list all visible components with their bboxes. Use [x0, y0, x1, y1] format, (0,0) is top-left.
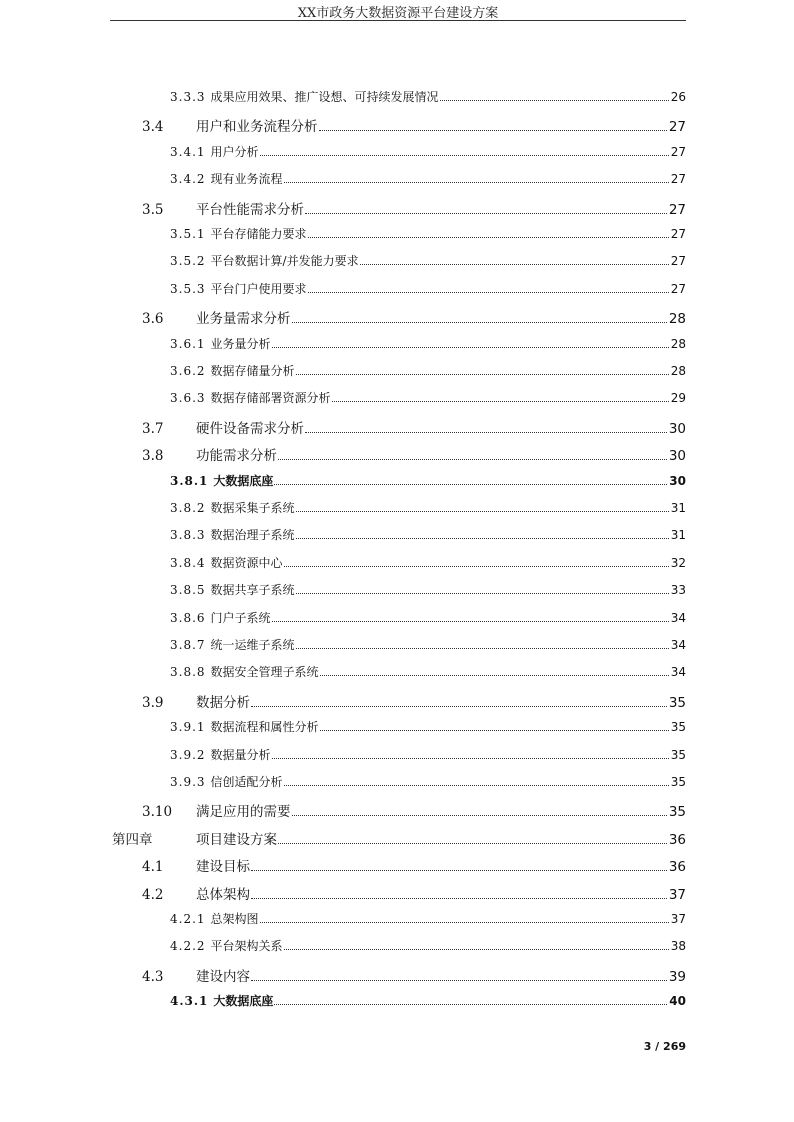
toc-row[interactable] — [0, 636, 794, 656]
toc-page-number: 27 — [668, 119, 686, 136]
toc-leader-dots — [260, 921, 669, 923]
toc-number: 3.8.6 — [170, 610, 206, 625]
toc-leader-dots — [360, 263, 669, 265]
toc-row[interactable] — [0, 526, 794, 546]
toc-title[interactable]: 大数据底座 — [213, 994, 274, 1009]
toc-leader-dots — [284, 784, 669, 786]
toc-leader-dots — [296, 592, 669, 594]
toc-number: 3.8.5 — [170, 583, 206, 598]
toc-row[interactable] — [0, 609, 794, 629]
toc-number: 3.6.2 — [170, 364, 206, 378]
toc-page-number: 27 — [670, 144, 686, 159]
toc-title[interactable]: 数据安全管理子系统 — [210, 665, 319, 680]
toc-title[interactable]: 平台架构关系 — [210, 939, 283, 954]
toc-page-number: 39 — [668, 968, 686, 985]
toc-title[interactable]: 功能需求分析 — [196, 448, 277, 465]
toc-page-number: 28 — [670, 336, 686, 351]
toc-leader-dots — [274, 483, 667, 485]
toc-number: 3.3.3 — [170, 90, 206, 104]
toc-leader-dots — [284, 181, 669, 183]
toc-title[interactable]: 业务量分析 — [210, 336, 271, 351]
page-number: 3 / 269 — [643, 1040, 686, 1053]
toc-row[interactable] — [0, 691, 794, 711]
toc-title[interactable]: 成果应用效果、推广设想、可持续发展情况 — [210, 90, 439, 104]
toc-title[interactable]: 总体架构 — [196, 886, 250, 903]
toc-number: 第四章 — [112, 831, 153, 848]
toc-page-number: 35 — [670, 747, 686, 762]
toc-number: 3.8.4 — [170, 555, 206, 570]
toc-title[interactable]: 数据采集子系统 — [210, 501, 295, 515]
toc-number: 3.6.3 — [170, 391, 206, 406]
toc-number: 4.3.1 — [170, 994, 209, 1009]
toc-title[interactable]: 数据分析 — [196, 694, 250, 711]
toc-title[interactable]: 数据量分析 — [210, 747, 271, 762]
toc-leader-dots — [308, 236, 669, 238]
toc-number: 3.9.2 — [170, 747, 206, 762]
toc-number: 3.5.3 — [170, 281, 206, 296]
toc-number: 3.9.3 — [170, 775, 206, 789]
toc-page-number: 28 — [668, 311, 686, 328]
toc-title[interactable]: 现有业务流程 — [210, 172, 283, 187]
toc-number: 3.10 — [142, 804, 173, 821]
toc-number: 3.8.2 — [170, 501, 206, 515]
toc-title[interactable]: 平台存储能力要求 — [210, 227, 307, 241]
toc-title[interactable]: 建设目标 — [196, 859, 250, 876]
toc-leader-dots — [308, 291, 669, 293]
toc-number: 3.8.8 — [170, 665, 206, 680]
toc-number: 4.3 — [142, 968, 164, 985]
toc-row[interactable] — [0, 225, 794, 245]
toc-leader-dots — [251, 979, 667, 981]
toc-title[interactable]: 业务量需求分析 — [196, 311, 291, 328]
toc-leader-dots — [296, 647, 669, 649]
toc-page-number: 35 — [668, 804, 686, 821]
toc-leader-dots — [320, 729, 669, 731]
toc-row[interactable] — [0, 718, 794, 738]
toc-row[interactable] — [0, 883, 794, 903]
toc-row[interactable] — [0, 773, 794, 793]
toc-leader-dots — [284, 948, 669, 950]
toc-number: 3.8.1 — [170, 473, 209, 488]
toc-page-number: 37 — [668, 886, 686, 903]
toc-row[interactable] — [0, 252, 794, 272]
toc-leader-dots — [296, 537, 669, 539]
toc-title[interactable]: 平台数据计算/并发能力要求 — [210, 254, 359, 269]
toc-page-number: 27 — [668, 201, 686, 218]
toc-number: 3.5 — [142, 201, 164, 218]
toc-leader-dots — [296, 510, 669, 512]
toc-title[interactable]: 用户和业务流程分析 — [196, 119, 318, 136]
toc-page-number: 30 — [668, 420, 686, 437]
toc-title[interactable]: 门户子系统 — [210, 610, 271, 625]
toc-row[interactable] — [0, 499, 794, 519]
toc-title[interactable]: 数据共享子系统 — [210, 583, 295, 598]
header-rule — [110, 20, 686, 21]
toc-number: 4.2 — [142, 886, 164, 903]
toc-title[interactable]: 数据存储量分析 — [210, 364, 295, 378]
toc-row[interactable] — [0, 663, 794, 683]
toc-page-number: 30 — [668, 448, 686, 465]
toc-page-number: 31 — [670, 528, 686, 543]
toc-title[interactable]: 项目建设方案 — [196, 831, 277, 848]
toc-row[interactable] — [0, 417, 794, 437]
toc-leader-dots — [251, 705, 667, 707]
toc-leader-dots — [284, 565, 669, 567]
toc-page-number: 27 — [670, 281, 686, 296]
toc-title[interactable]: 总架构图 — [210, 912, 259, 926]
toc-leader-dots — [332, 400, 669, 402]
toc-number: 3.7 — [142, 420, 164, 437]
toc-title[interactable]: 大数据底座 — [213, 473, 274, 488]
toc-row[interactable] — [0, 746, 794, 766]
toc-page-number: 32 — [670, 555, 686, 570]
toc-leader-dots — [251, 869, 667, 871]
toc-number: 4.1 — [142, 859, 164, 876]
toc-row[interactable] — [0, 389, 794, 409]
toc-title[interactable]: 数据治理子系统 — [210, 528, 295, 543]
toc-page-number: 35 — [670, 775, 686, 789]
toc-row[interactable] — [0, 855, 794, 875]
toc-row[interactable] — [0, 88, 794, 108]
toc-leader-dots — [305, 431, 667, 433]
toc-title[interactable]: 用户分析 — [210, 144, 259, 159]
toc-leader-dots — [260, 154, 669, 156]
toc-row[interactable] — [0, 115, 794, 135]
toc-row[interactable] — [0, 992, 794, 1012]
toc-number: 3.5.2 — [170, 254, 206, 269]
toc-number: 3.9 — [142, 694, 164, 711]
toc-number: 3.8.3 — [170, 528, 206, 543]
toc-number: 3.5.1 — [170, 227, 206, 241]
toc-number: 3.9.1 — [170, 720, 206, 735]
toc-number: 3.4.1 — [170, 144, 206, 159]
toc-title[interactable]: 平台性能需求分析 — [196, 201, 304, 218]
page-header: XX市政务大数据资源平台建设方案 — [297, 6, 499, 21]
toc-leader-dots — [251, 897, 667, 899]
toc-row[interactable] — [0, 280, 794, 300]
toc-title[interactable]: 数据流程和属性分析 — [210, 720, 319, 735]
toc-leader-dots — [292, 321, 667, 323]
toc-number: 4.2.2 — [170, 939, 206, 954]
toc-leader-dots — [305, 212, 667, 214]
toc-number: 3.8 — [142, 448, 164, 465]
toc-page-number: 35 — [670, 720, 686, 735]
toc-row[interactable] — [0, 143, 794, 163]
toc-leader-dots — [319, 129, 667, 131]
toc-row[interactable] — [0, 910, 794, 930]
toc-leader-dots — [272, 757, 669, 759]
toc-leader-dots — [274, 1003, 667, 1005]
toc-leader-dots — [272, 620, 669, 622]
toc-title[interactable]: 数据资源中心 — [210, 555, 283, 570]
toc-page-number: 38 — [670, 939, 686, 954]
toc-row[interactable] — [0, 307, 794, 327]
toc-number: 3.8.7 — [170, 638, 206, 652]
toc-title[interactable]: 硬件设备需求分析 — [196, 420, 304, 437]
toc-page-number: 34 — [670, 638, 686, 652]
toc-page-number: 28 — [670, 364, 686, 378]
toc-title[interactable]: 统一运维子系统 — [210, 638, 295, 652]
toc-row[interactable] — [0, 170, 794, 190]
toc-number: 3.4 — [142, 119, 164, 136]
toc-page-number: 31 — [670, 501, 686, 515]
toc-row[interactable] — [0, 335, 794, 355]
toc-page-number: 35 — [668, 694, 686, 711]
toc-page-number: 40 — [669, 994, 686, 1009]
toc-row[interactable] — [0, 800, 794, 820]
toc-number: 3.4.2 — [170, 172, 206, 187]
toc-row[interactable] — [0, 937, 794, 957]
toc-page-number: 29 — [670, 391, 686, 406]
toc-title[interactable]: 信创适配分析 — [210, 775, 283, 789]
toc-row[interactable] — [0, 444, 794, 464]
toc-leader-dots — [292, 814, 667, 816]
toc-page-number: 27 — [670, 254, 686, 269]
toc-title[interactable]: 平台门户使用要求 — [210, 281, 307, 296]
toc-leader-dots — [440, 99, 669, 101]
toc-row[interactable] — [0, 554, 794, 574]
toc-page-number: 36 — [668, 859, 686, 876]
toc-leader-dots — [278, 842, 667, 844]
toc-title[interactable]: 数据存储部署资源分析 — [210, 391, 331, 406]
toc-row[interactable] — [0, 828, 794, 848]
toc-page-number: 33 — [670, 583, 686, 598]
toc-page-number: 36 — [668, 831, 686, 848]
toc-number: 3.6.1 — [170, 336, 206, 351]
toc-page-number: 34 — [670, 665, 686, 680]
toc-title[interactable]: 建设内容 — [196, 968, 250, 985]
toc-leader-dots — [278, 458, 667, 460]
toc-page-number: 26 — [670, 90, 686, 104]
toc-row[interactable] — [0, 472, 794, 492]
toc-row[interactable] — [0, 581, 794, 601]
toc-row[interactable] — [0, 198, 794, 218]
toc-page-number: 27 — [670, 172, 686, 187]
toc-page-number: 34 — [670, 610, 686, 625]
toc-page-number: 37 — [670, 912, 686, 926]
toc-page-number: 27 — [670, 227, 686, 241]
toc-number: 4.2.1 — [170, 912, 206, 926]
toc-leader-dots — [272, 346, 669, 348]
toc-row[interactable] — [0, 965, 794, 985]
toc-leader-dots — [296, 373, 669, 375]
toc-title[interactable]: 满足应用的需要 — [196, 804, 291, 821]
toc-page-number: 30 — [669, 473, 686, 488]
toc-number: 3.6 — [142, 311, 164, 328]
toc-row[interactable] — [0, 362, 794, 382]
toc-leader-dots — [320, 674, 669, 676]
